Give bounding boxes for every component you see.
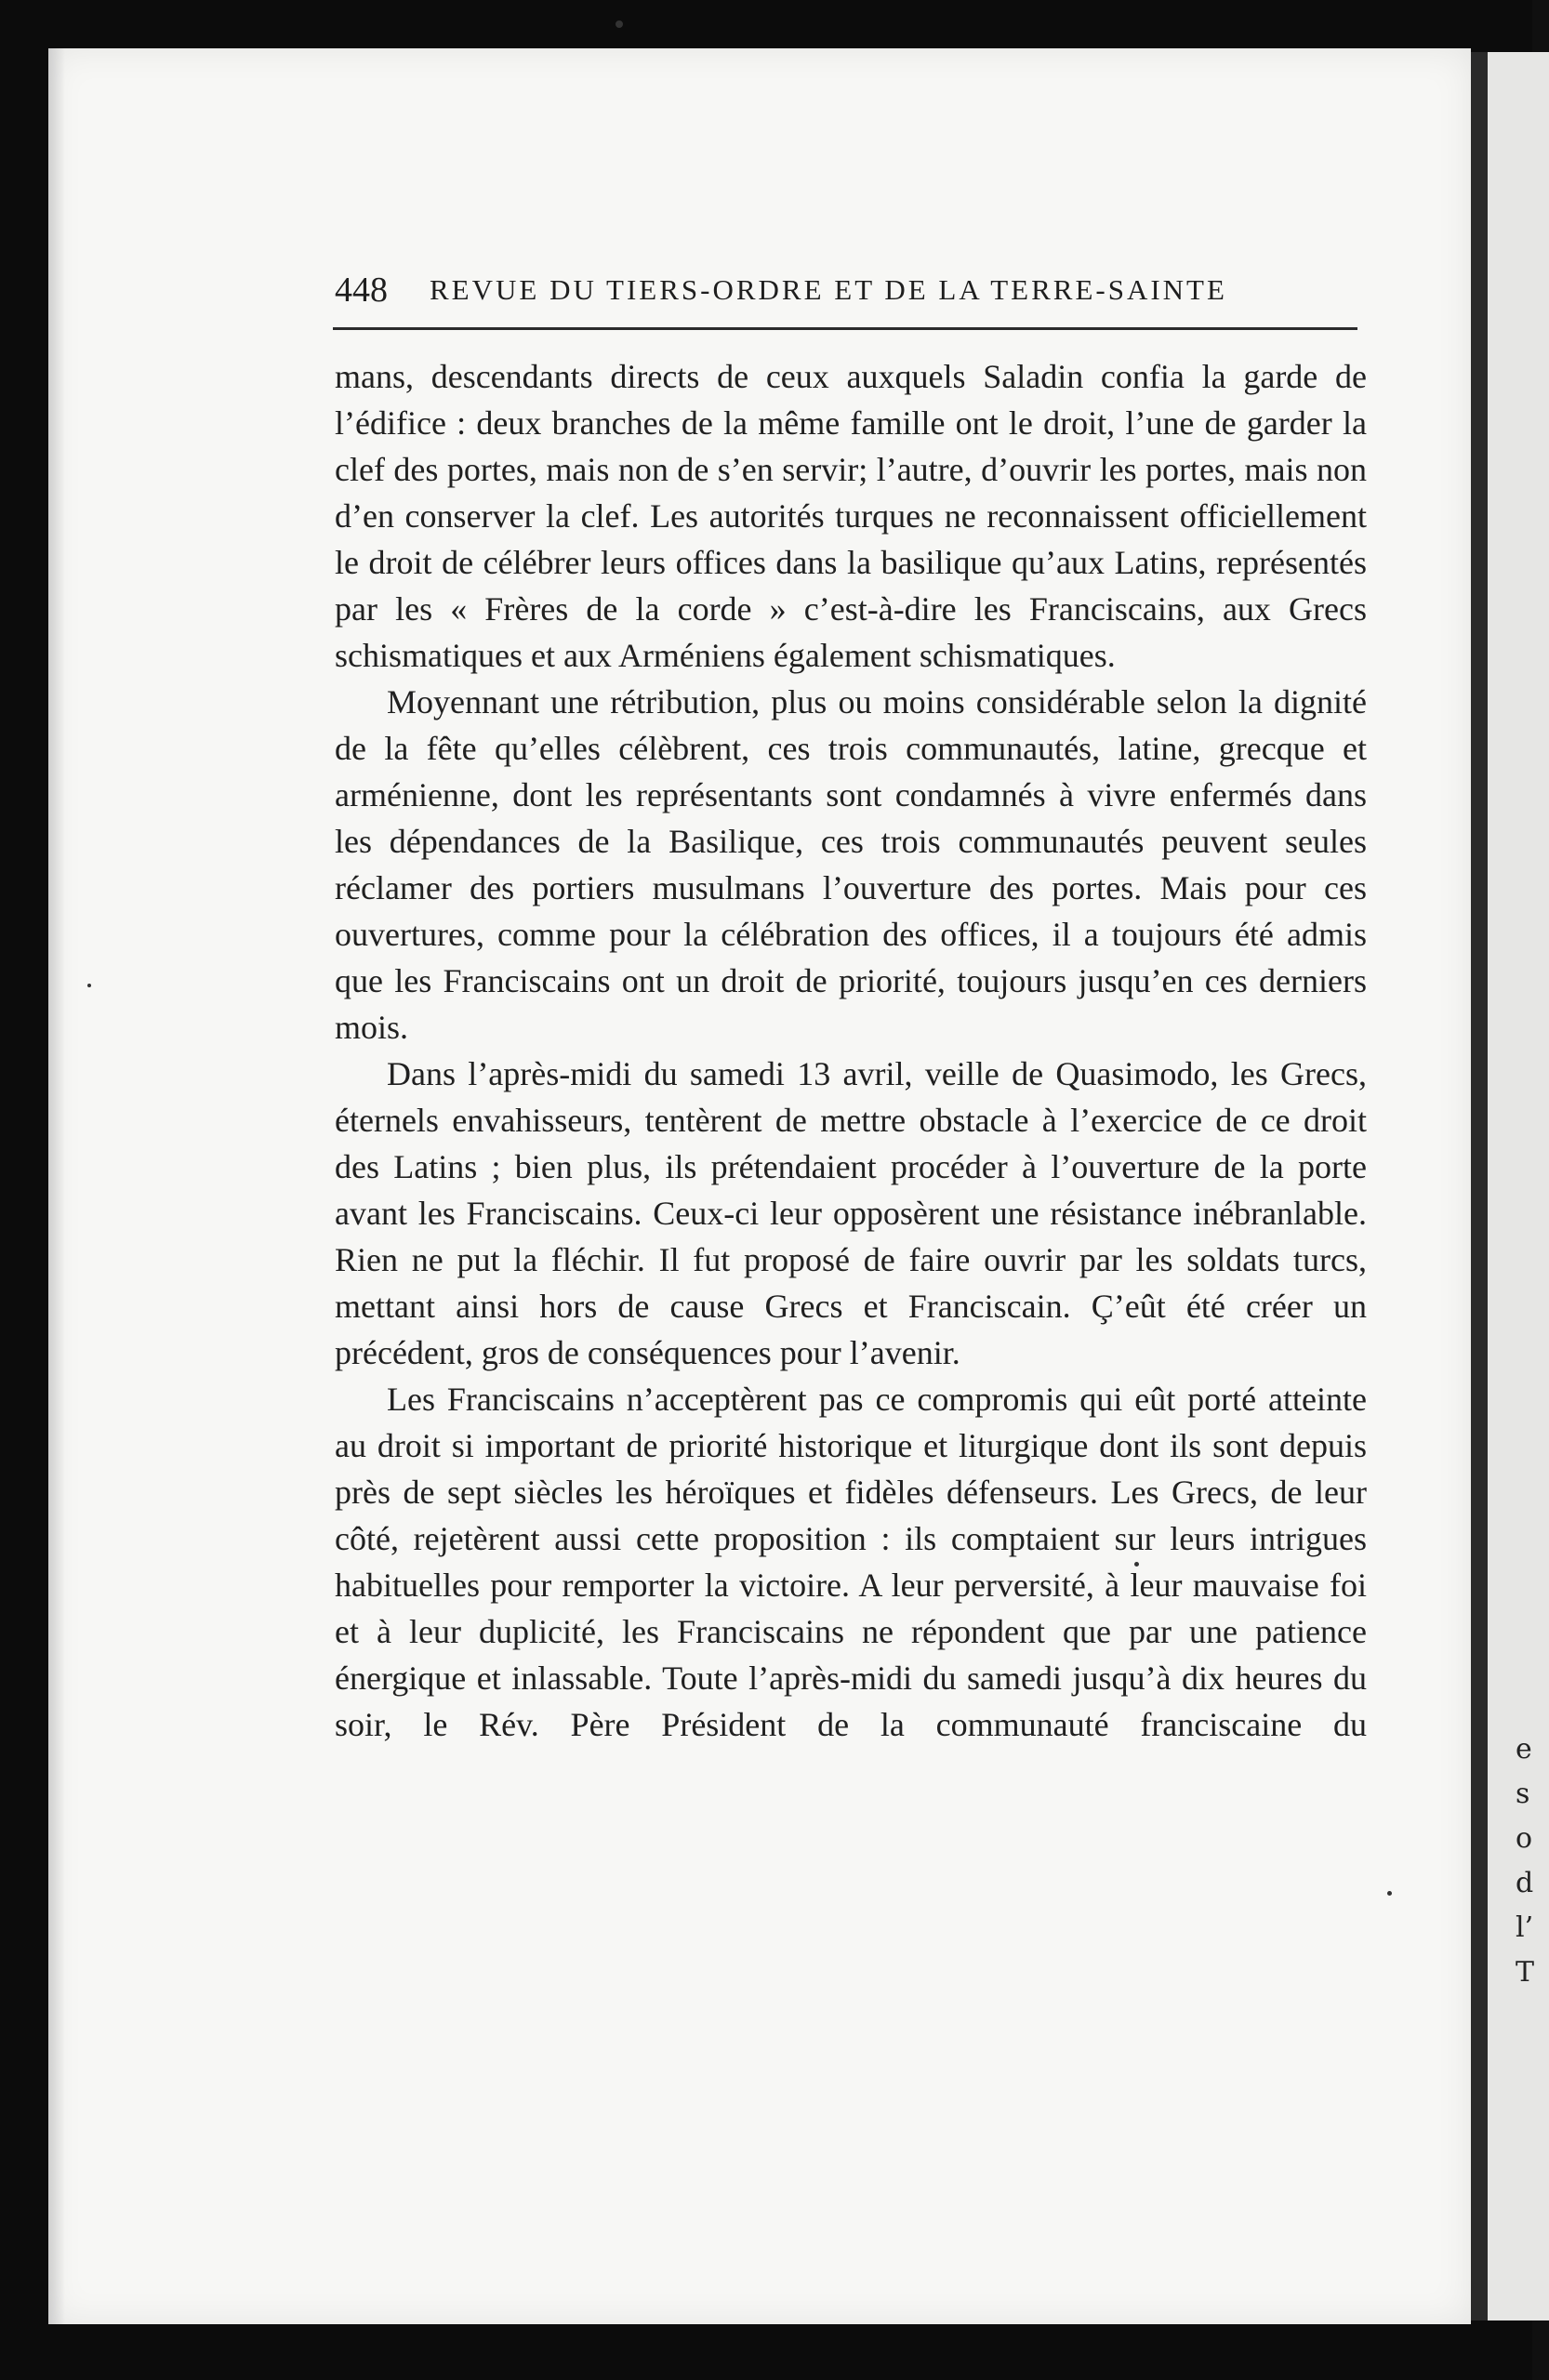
paragraph-4: Les Franciscains n’acceptèrent pas ce compromis qui eût porté atteinte au droit si important de priorité historique et liturgique dont ils sont depuis près de sept siècles les héroïques et fidèles défenseurs. Les Grecs, de leur côté, rejetèrent aussi cette proposition : ils comptaient sur leurs intrigues habituelles pour remporter la victoire. A leur perversité, à leur mauvaise foi et à leur duplicité, les Franciscains ne répondent que par une patience énergique et inlassable. Toute l’après-midi du samedi jusqu’à dix heures du soir, le Rév. Père Président de la communauté franciscaine du xyxy=(335,1381,1367,1743)
scan-speck xyxy=(616,20,623,28)
paragraph-3: Dans l’après-midi du samedi 13 avril, veille de Quasimodo, les Grecs, éternels envahisseurs, tentèrent de mettre obstacle à l’exercice de ce droit des Latins ; bien plus, ils prétendaient procéder à l’ouverture de la porte avant les Franciscains. Ceux-ci leur opposèrent une résistance inébranlable. Rien ne put la fléchir. Il fut proposé de faire ouvrir par les soldats turcs, mettant ainsi hors de cause Grecs et Franciscain. Ç’eût été créer un précédent, gros de conséquences pour l’avenir. xyxy=(335,1055,1367,1371)
page-header xyxy=(335,266,1357,322)
header-rule xyxy=(333,327,1357,330)
scan-speck xyxy=(87,984,91,987)
adjacent-page-edge xyxy=(1471,52,1549,2320)
adjacent-page-text-fragment: e s o d l’ T xyxy=(1516,1733,1535,1989)
body-text xyxy=(335,353,1367,1748)
page-number: 448 xyxy=(335,271,388,310)
scan-speck xyxy=(1134,1562,1139,1567)
running-title: REVUE DU TIERS-ORDRE ET DE LA TERRE-SAINTE xyxy=(430,273,1227,306)
paragraph-2: Moyennant une rétribution, plus ou moins considérable selon la dignité de la fête qu’elles célèbrent, ces trois communautés, latine, grecque et arménienne, dont les représentants sont condamnés à vivre enfermés dans les dépendances de la Basilique, ces trois communautés peuvent seules réclamer des portiers musulmans l’ouverture des portes. Mais pour ces ouvertures, comme pour la célébration des offices, il a toujours été admis que les Franciscains ont un droit de priorité, toujours jusqu’en ces derniers mois. xyxy=(335,683,1367,1046)
page-edge-shadow xyxy=(48,48,65,2324)
scan-speck xyxy=(1387,1891,1392,1896)
paragraph-1: mans, descendants directs de ceux auxquels Saladin confia la garde de l’édifice : deux branches de la même famille ont le droit, l’une de garder la clef des portes, mais non de s’en servir; l’autre, d’ouvrir les portes, mais non d’en conserver la clef. Les autorités turques ne reconnaissent officiellement le droit de célébrer leurs offices dans la basilique qu’aux Latins, représentés par les « Frères de la corde » c’est-à-dire les Franciscains, aux Grecs schismatiques et aux Arméniens également schismatiques. xyxy=(335,358,1367,674)
